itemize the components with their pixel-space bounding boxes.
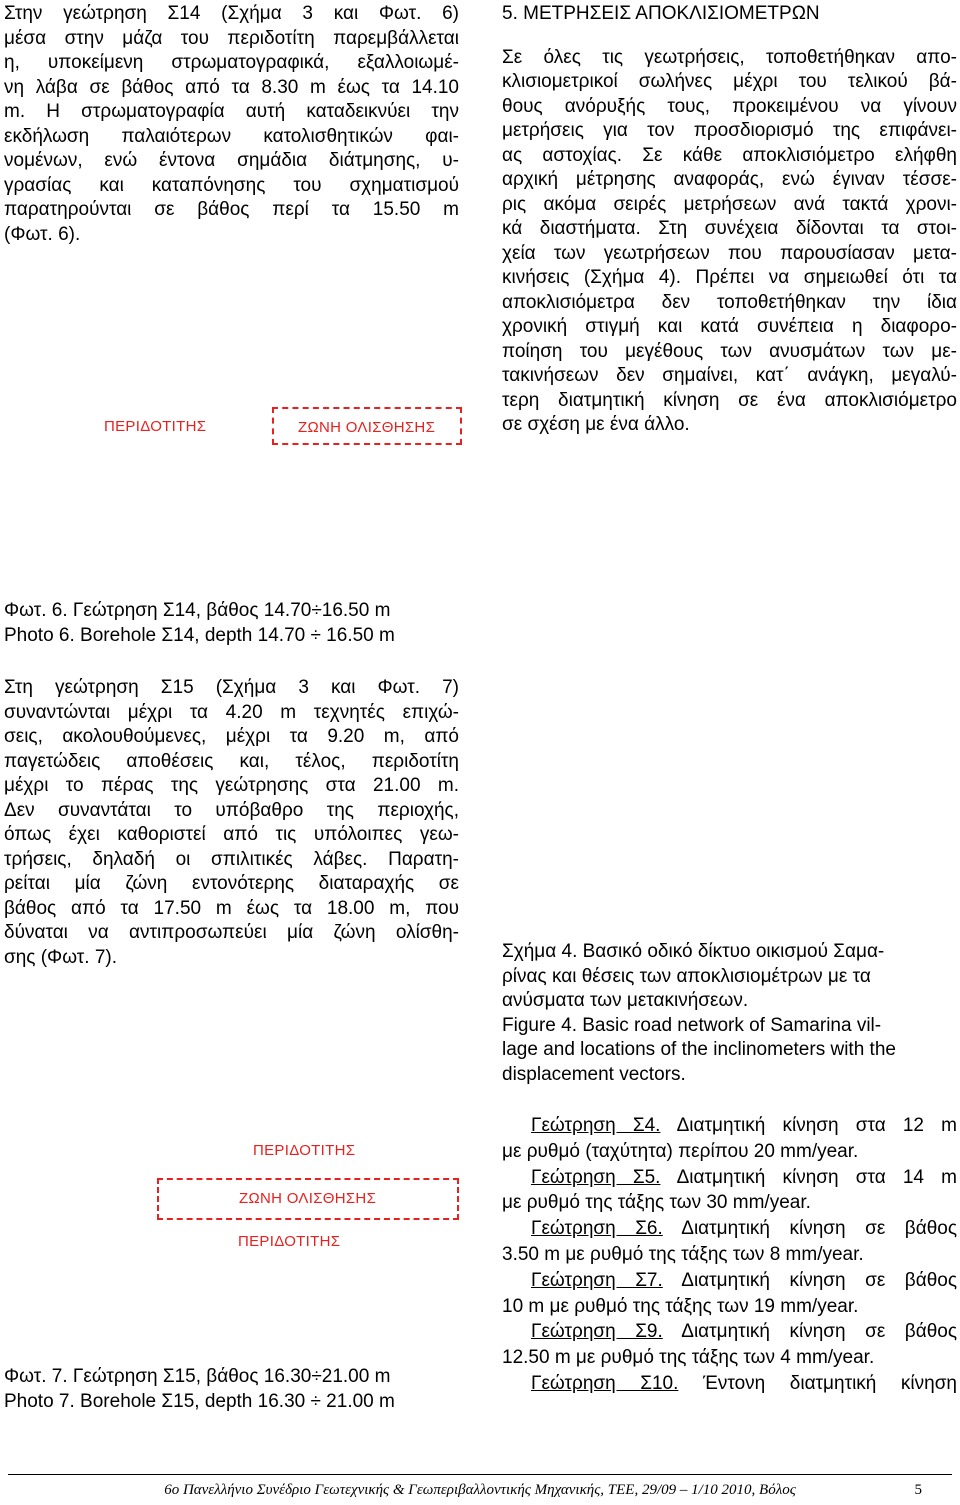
text-line: Στην γεώτρηση Σ14 (Σχήμα 3 και Φωτ. 6) — [4, 3, 459, 24]
borehole-text: Διατμητική κίνηση σε βάθος — [681, 1269, 958, 1291]
photo7-label-peridotite-top: ΠΕΡΙΔΟΤΙΤΗΣ — [253, 1142, 356, 1159]
text-line: τρήσεις, δηλαδή οι σπιλιτικές λάβες. Παρατη- — [4, 848, 459, 870]
borehole-entry — [502, 1165, 957, 1217]
text-line — [502, 1216, 957, 1242]
left-top-paragraph — [4, 2, 459, 247]
text-line: μέσα στην μάζα του περιδοτίτη παρεμβάλλεται — [4, 27, 459, 49]
text-line: κινήσεις (Σχήμα 4). Πρέπει να σημειωθεί ότι τα — [502, 267, 957, 288]
text-line — [502, 1165, 957, 1191]
caption-greek: Φωτ. 7. Γεώτρηση Σ15, βάθος 16.30÷21.00 m — [4, 1366, 391, 1387]
borehole-entry — [502, 1113, 957, 1165]
borehole-name: Γεώτρηση Σ10. — [531, 1372, 679, 1394]
text-line: χρονική στιγμή και κατά συνέπεια η διαφορο- — [502, 316, 957, 337]
caption-greek-line: ρίνας και θέσεις των αποκλισιομέτρων με τα — [502, 965, 871, 987]
text-line: m. Η στρωματογραφία αυτή καταδεικνύει την — [4, 101, 459, 122]
text-line: ας αστοχίας. Σε κάθε αποκλισιόμετρο ελήφθη — [502, 144, 957, 166]
footer-text: 6ο Πανελλήνιο Συνέδριο Γεωτεχνικής & Γεωπεριβαλλοντικής Μηχανικής, ΤΕΕ, 29/09 – 1/10 2010, Βόλος — [164, 1482, 796, 1498]
text-line — [502, 1319, 957, 1345]
photo7-label-slip-zone: ΖΩΝΗ ΟΛΙΣΘΗΣΗΣ — [239, 1190, 377, 1207]
caption-english-line: Figure 4. Basic road network of Samarina vil- — [502, 1014, 882, 1036]
text-line: σε σχέση με ένα άλλο. — [502, 414, 690, 435]
text-line: αποκλισιόμετρα δεν τοποθετήθηκαν την ίδια — [502, 291, 957, 313]
text-line — [502, 1113, 957, 1139]
text-line: παγετώδεις αποθέσεις και, τέλος, περιδοτίτη — [4, 750, 459, 772]
text-line: με ρυθμό της τάξης των 30 mm/year. — [502, 1192, 811, 1214]
footer-rule — [8, 1474, 952, 1475]
text-line: κλισιομετρικοί σωλήνες μέχρι του τελικού βά- — [502, 71, 957, 92]
text-line: συναντώνται μέχρι τα 4.20 m τεχνητές επιχώ- — [4, 701, 459, 723]
borehole-entry — [502, 1371, 957, 1397]
text-line: τακινήσεων δεν σημαίνει, κατ΄ ανάγκη, μεγαλύ- — [502, 365, 957, 386]
text-line: 10 m με ρυθμό της τάξης των 19 mm/year. — [502, 1295, 859, 1317]
photo7-label-peridotite-bottom: ΠΕΡΙΔΟΤΙΤΗΣ — [238, 1233, 341, 1250]
text-line: Στη γεώτρηση Σ15 (Σχήμα 3 και Φωτ. 7) — [4, 677, 459, 698]
text-line: δύναται να αντιπροσωπεύει μία ζώνη ολίσθη- — [4, 922, 459, 943]
text-line: τερη διατμητική κίνηση σε ένα αποκλισιόμετρο — [502, 389, 957, 411]
borehole-text: Διατμητική κίνηση στα 12 m — [676, 1115, 958, 1136]
borehole-entry — [502, 1268, 957, 1320]
photo7-caption — [4, 1365, 464, 1414]
page-number: 5 — [914, 1482, 922, 1498]
borehole-text: Διατμητική κίνηση στα 14 m — [676, 1166, 958, 1188]
borehole-name: Γεώτρηση Σ6. — [531, 1218, 663, 1240]
caption-greek-line: ανύσματα των μετακινήσεων. — [502, 990, 749, 1011]
text-line: μετρήσεις για τον προσδιορισμό της επιφάνει- — [502, 120, 957, 141]
text-line: όπως έχει καθοριστεί από τις υπόλοιπες γεω- — [4, 824, 459, 845]
section-heading: 5. ΜΕΤΡΗΣΕΙΣ ΑΠΟΚΛΙΣΙΟΜΕΤΡΩΝ — [502, 3, 820, 24]
text-line: ρις ακόμα σειρές μετρήσεων ανά τακτά χρονι- — [502, 193, 957, 215]
text-line: μέχρι το πέρας της γεώτρησης στα 21.00 m. — [4, 775, 459, 796]
borehole-entry — [502, 1216, 957, 1268]
text-line: 3.50 m με ρυθμό της τάξης των 8 mm/year. — [502, 1243, 864, 1265]
borehole-name: Γεώτρηση Σ5. — [531, 1166, 661, 1188]
left-mid-paragraph — [4, 676, 459, 970]
text-line: (Φωτ. 6). — [4, 223, 81, 245]
borehole-name: Γεώτρηση Σ4. — [531, 1115, 661, 1136]
borehole-results — [502, 1113, 957, 1397]
text-line: γρασίας και καταπόνησης του σχηματισμού — [4, 174, 459, 196]
caption-english: Photo 6. Borehole Σ14, depth 14.70 ÷ 16.50 m — [4, 624, 395, 646]
borehole-name: Γεώτρηση Σ9. — [531, 1321, 663, 1343]
text-line: σεις, ακολουθούμενες, μέχρι τα 9.20 m, από — [4, 726, 459, 747]
caption-greek: Φωτ. 6. Γεώτρηση Σ14, βάθος 14.70÷16.50 m — [4, 600, 391, 621]
page-footer — [0, 1482, 960, 1499]
text-line: Δεν συναντάται το υπόβαθρο της περιοχής, — [4, 799, 459, 821]
borehole-name: Γεώτρηση Σ7. — [531, 1269, 663, 1291]
text-line: χεία των γεωτρήσεων που παρουσίασαν μετα- — [502, 242, 957, 264]
text-line: βάθος από τα 17.50 m έως τα 18.00 m, που — [4, 897, 459, 919]
photo6-label-slip-zone: ΖΩΝΗ ΟΛΙΣΘΗΣΗΣ — [298, 419, 436, 436]
caption-english-line: displacement vectors. — [502, 1063, 686, 1085]
text-line: νη λάβα σε βάθος από τα 8.30 m έως τα 14.10 — [4, 76, 459, 98]
text-line: ποίηση του μεγέθους των ανυσμάτων των με- — [502, 340, 957, 362]
section-5 — [502, 2, 957, 438]
text-line: αρχική μέτρησης αναφοράς, ενώ έγιναν τέσσε- — [502, 169, 957, 190]
borehole-entry — [502, 1319, 957, 1371]
caption-english: Photo 7. Borehole Σ15, depth 16.30 ÷ 21.00 m — [4, 1390, 395, 1412]
borehole-text: Διατμητική κίνηση σε βάθος — [681, 1321, 958, 1343]
figure4-caption — [502, 940, 957, 1087]
borehole-text: Έντονη διατμητική κίνηση — [702, 1372, 957, 1394]
photo6-label-peridotite: ΠΕΡΙΔΟΤΙΤΗΣ — [104, 418, 207, 435]
borehole-text: Διατμητική κίνηση σε βάθος — [681, 1218, 958, 1240]
caption-english-line: lage and locations of the inclinometers with the — [502, 1039, 896, 1060]
text-line — [502, 1268, 957, 1294]
text-line — [502, 1371, 957, 1397]
text-line: ρείται μία ζώνη εντονότερης διαταραχής σε — [4, 873, 459, 894]
text-line: σης (Φωτ. 7). — [4, 946, 118, 968]
text-line: 12.50 m με ρυθμό της τάξης των 4 mm/year. — [502, 1347, 875, 1369]
text-line: παρατηρούνται σε βάθος περί τα 15.50 m — [4, 199, 459, 220]
text-line: με ρυθμό (ταχύτητα) περίπου 20 mm/year. — [502, 1140, 859, 1162]
text-line: θους ανόρυξής τους, προκειμένου να γίνουν — [502, 95, 957, 117]
text-line: Σε όλες τις γεωτρήσεις, τοποθετήθηκαν απο- — [502, 46, 957, 68]
text-line: νομένων, ενώ έντονα σημάδια διάτμησης, υ- — [4, 150, 459, 171]
photo6-caption — [4, 599, 464, 648]
text-line: εκδήλωση παλαιότερων κατολισθητικών φαι- — [4, 125, 459, 147]
text-line: η, υποκείμενη στρωματογραφικά, εξαλλοιωμέ- — [4, 52, 459, 73]
caption-greek-line: Σχήμα 4. Βασικό οδικό δίκτυο οικισμού Σαμα- — [502, 941, 885, 962]
text-line: κά διαστήματα. Στη συνέχεια δίδονται τα στοι- — [502, 218, 957, 239]
